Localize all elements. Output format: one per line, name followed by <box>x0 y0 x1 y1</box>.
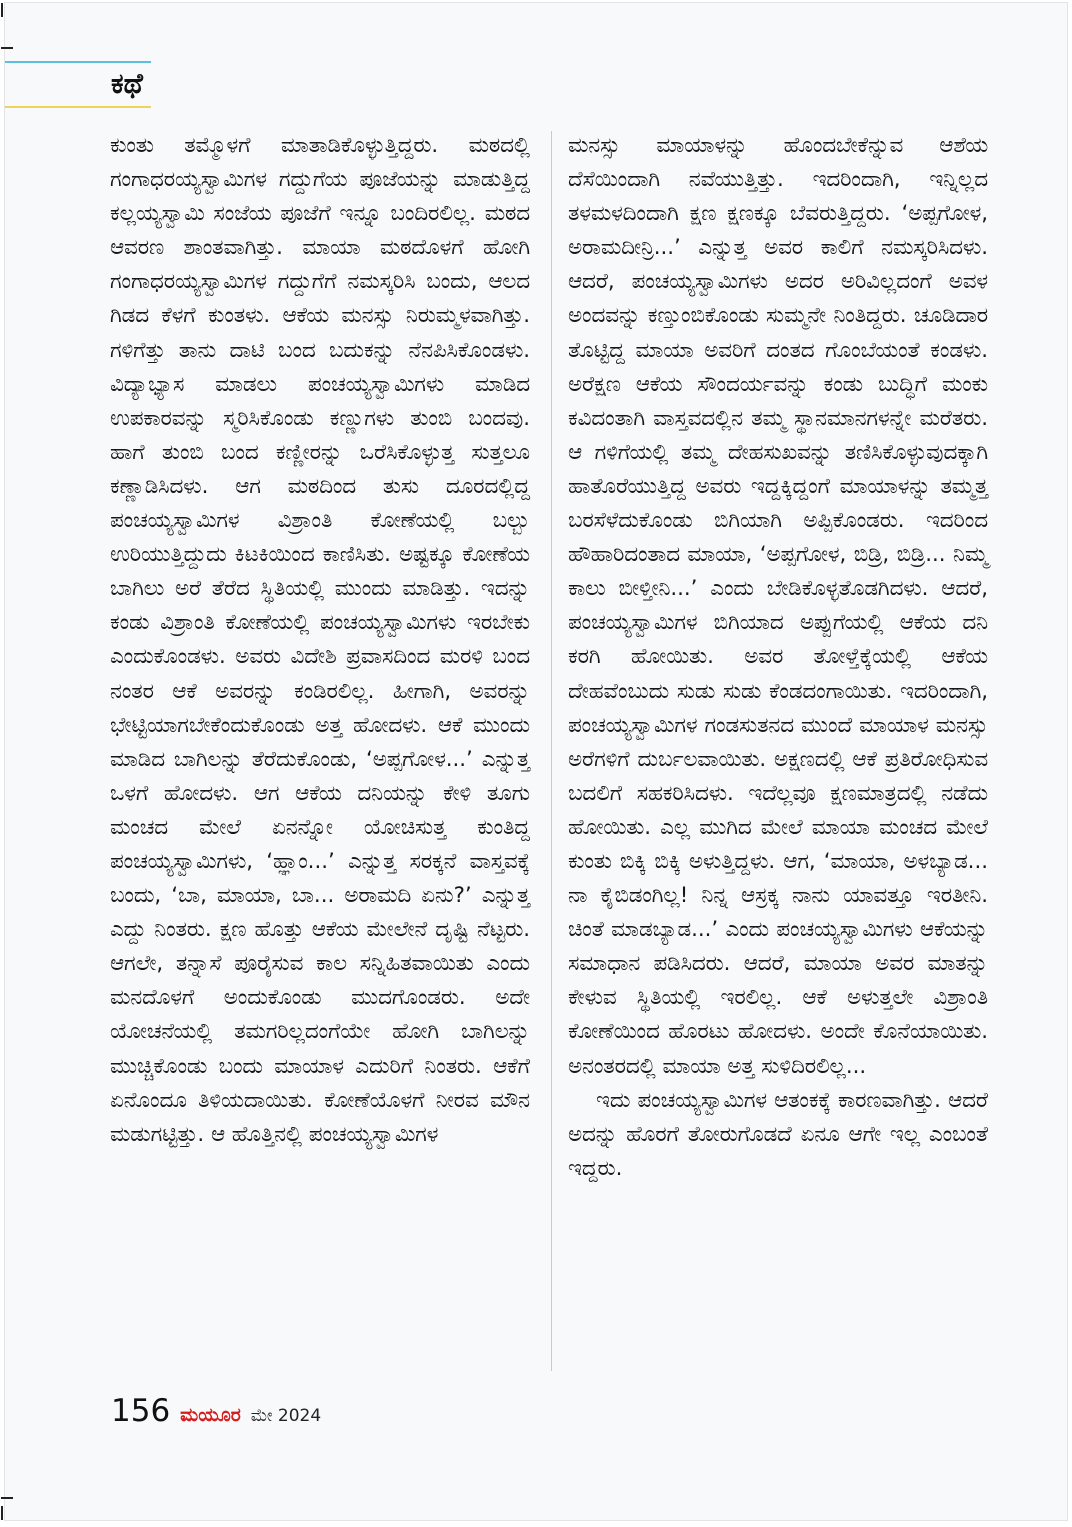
magazine-logo: ಮಯೂರ <box>180 1404 241 1426</box>
paragraph: ಮನಸ್ಸು ಮಾಯಾಳನ್ನು ಹೊಂದಬೇಕೆನ್ನುವ ಆಶೆಯ ದೆಸೆಯಿಂದಾಗಿ ನವೆಯುತ್ತಿತ್ತು. ಇದರಿಂದಾಗಿ, ಇನ್ನಿಲ್ಲದ ತಳಮಳದಿಂದಾಗಿ ಕ್ಷಣ ಕ್ಷಣಕ್ಕೂ ಬೆವರುತ್ತಿದ್ದರು. ‘ಅಪ್ಪಗೋಳ, ಅರಾಮದೀನ್ರಿ...’ ಎನ್ನುತ್ತ ಅವರ ಕಾಲಿಗೆ ನಮಸ್ಕರಿಸಿದಳು. ಆದರೆ, ಪಂಚಯ್ಯಸ್ವಾಮಿಗಳು ಅದರ ಅರಿವಿಲ್ಲದಂಗೆ ಅವಳ ಅಂದವನ್ನು ಕಣ್ತುಂಬಿಕೊಂಡು ಸುಮ್ಮನೇ ನಿಂತಿದ್ದರು. ಚೂಡಿದಾರ ತೊಟ್ಟಿದ್ದ ಮಾಯಾ ಅವರಿಗೆ ದಂತದ ಗೊಂಬೆಯಂತೆ ಕಂಡಳು. ಅರೆಕ್ಷಣ ಆಕೆಯ ಸೌಂದರ್ಯವನ್ನು ಕಂಡು ಬುದ್ಧಿಗೆ ಮಂಕು ಕವಿದಂತಾಗಿ ವಾಸ್ತವದಲ್ಲಿನ ತಮ್ಮ ಸ್ಥಾನಮಾನಗಳನ್ನೇ ಮರೆತರು. ಆ ಗಳಿಗೆಯಲ್ಲಿ ತಮ್ಮ ದೇಹಸುಖವನ್ನು ತಣಿಸಿಕೊಳ್ಳುವುದಕ್ಕಾಗಿ ಹಾತೊರೆಯುತ್ತಿದ್ದ ಅವರು ಇದ್ದಕ್ಕಿದ್ದಂಗೆ ಮಾಯಾಳನ್ನು ತಮ್ಮತ್ತ ಬರಸೆಳೆದುಕೊಂಡು ಬಿಗಿಯಾಗಿ ಅಪ್ಪಿಕೊಂಡರು. ಇದರಿಂದ ಹೌಹಾರಿದಂತಾದ ಮಾಯಾ, ‘ಅಪ್ಪಗೋಳ, ಬಿಡ್ರಿ, ಬಿಡ್ರಿ... ನಿಮ್ಮ ಕಾಲು ಬೀಳ್ತೀನಿ...’ ಎಂದು ಬೇಡಿಕೊಳ್ಳತೊಡಗಿದಳು. ಆದರೆ, ಪಂಚಯ್ಯಸ್ವಾಮಿಗಳ ಬಿಗಿಯಾದ ಅಪ್ಪುಗೆಯಲ್ಲಿ ಆಕೆಯ ದನಿ ಕರಗಿ ಹೋಯಿತು. ಅವರ ತೋಳ್ತೆಕ್ಕೆಯಲ್ಲಿ ಆಕೆಯ ದೇಹವೆಂಬುದು ಸುಡು ಸುಡು ಕೆಂಡದಂಗಾಯಿತು. ಇದರಿಂದಾಗಿ, ಪಂಚಯ್ಯಸ್ವಾಮಿಗಳ ಗಂಡಸುತನದ ಮುಂದೆ ಮಾಯಾಳ ಮನಸ್ಸು ಅರೆಗಳಿಗೆ ದುರ್ಬಲವಾಯಿತು. ಅಕ್ಷಣದಲ್ಲಿ ಆಕೆ ಪ್ರತಿರೋಧಿಸುವ ಬದಲಿಗೆ ಸಹಕರಿಸಿದಳು. ಇದೆಲ್ಲವೂ ಕ್ಷಣಮಾತ್ರದಲ್ಲಿ ನಡೆದು ಹೋಯಿತು. ಎಲ್ಲ ಮುಗಿದ ಮೇಲೆ ಮಾಯಾ ಮಂಚದ ಮೇಲೆ ಕುಂತು ಬಿಕ್ಕಿ ಬಿಕ್ಕಿ ಅಳುತ್ತಿದ್ದಳು. ಆಗ, ‘ಮಾಯಾ, ಅಳಬ್ಯಾಡ... ನಾ ಕೈಬಿಡಂಗಿಲ್ಲ! ನಿನ್ನ ಆಸ್ರಕ್ಕ ನಾನು ಯಾವತ್ತೂ ಇರತೀನಿ. ಚಿಂತೆ ಮಾಡಬ್ಯಾಡ...’ ಎಂದು ಪಂಚಯ್ಯಸ್ವಾಮಿಗಳು ಆಕೆಯನ್ನು ಸಮಾಧಾನ ಪಡಿಸಿದರು. ಆದರೆ, ಮಾಯಾ ಅವರ ಮಾತನ್ನು ಕೇಳುವ ಸ್ಥಿತಿಯಲ್ಲಿ ಇರಲಿಲ್ಲ. ಆಕೆ ಅಳುತ್ತಲೇ ವಿಶ್ರಾಂತಿ ಕೋಣೆಯಿಂದ ಹೊರಟು ಹೋದಳು. ಅಂದೇ ಕೊನೆಯಾಯಿತು. ಅನಂತರದಲ್ಲಿ ಮಾಯಾ ಅತ್ತ ಸುಳಿದಿರಲಿಲ್ಲ... <box>568 133 988 1079</box>
page-footer <box>111 1393 321 1429</box>
paragraph: ಇದು ಪಂಚಯ್ಯಸ್ವಾಮಿಗಳ ಆತಂಕಕ್ಕೆ ಕಾರಣವಾಗಿತ್ತು. ಆದರೆ ಅದನ್ನು ಹೊರಗೆ ತೋರುಗೊಡದೆ ಏನೂ ಆಗೇ ಇಲ್ಲ ಎಂಬಂತೆ ಇದ್ದರು. <box>568 1087 988 1181</box>
paragraph: ಕುಂತು ತಮ್ಮೊಳಗೆ ಮಾತಾಡಿಕೊಳ್ಳುತ್ತಿದ್ದರು. ಮಠದಲ್ಲಿ ಗಂಗಾಧರಯ್ಯಸ್ವಾಮಿಗಳ ಗದ್ದುಗೆಯ ಪೂಜೆಯನ್ನು ಮಾಡುತ್ತಿದ್ದ ಕಲ್ಲಯ್ಯಸ್ವಾಮಿ ಸಂಜೆಯ ಪೂಜೆಗೆ ಇನ್ನೂ ಬಂದಿರಲಿಲ್ಲ. ಮಠದ ಆವರಣ ಶಾಂತವಾಗಿತ್ತು. ಮಾಯಾ ಮಠದೊಳಗೆ ಹೋಗಿ ಗಂಗಾಧರಯ್ಯಸ್ವಾಮಿಗಳ ಗದ್ದುಗೆಗೆ ನಮಸ್ಕರಿಸಿ ಬಂದು, ಆಲದ ಗಿಡದ ಕೆಳಗೆ ಕುಂತಳು. ಆಕೆಯ ಮನಸ್ಸು ನಿರುಮ್ಮಳವಾಗಿತ್ತು. ಗಳಿಗೆತ್ತು ತಾನು ದಾಟಿ ಬಂದ ಬದುಕನ್ನು ನೆನಪಿಸಿಕೊಂಡಳು. ವಿದ್ಯಾಭ್ಯಾಸ ಮಾಡಲು ಪಂಚಯ್ಯಸ್ವಾಮಿಗಳು ಮಾಡಿದ ಉಪಕಾರವನ್ನು ಸ್ಮರಿಸಿಕೊಂಡು ಕಣ್ಣುಗಳು ತುಂಬಿ ಬಂದವು. ಹಾಗೆ ತುಂಬಿ ಬಂದ ಕಣ್ಣೀರನ್ನು ಒರೆಸಿಕೊಳ್ಳುತ್ತ ಸುತ್ತಲೂ ಕಣ್ಣಾಡಿಸಿದಳು. ಆಗ ಮಠದಿಂದ ತುಸು ದೂರದಲ್ಲಿದ್ದ ಪಂಚಯ್ಯಸ್ವಾಮಿಗಳ ವಿಶ್ರಾಂತಿ ಕೋಣೆಯಲ್ಲಿ ಬಲ್ಬು ಉರಿಯುತ್ತಿದ್ದುದು ಕಿಟಕಿಯಿಂದ ಕಾಣಿಸಿತು. ಅಷ್ಟಕ್ಕೂ ಕೋಣೆಯ ಬಾಗಿಲು ಅರೆ ತೆರೆದ ಸ್ಥಿತಿಯಲ್ಲಿ ಮುಂದು ಮಾಡಿತ್ತು. ಇದನ್ನು ಕಂಡು ವಿಶ್ರಾಂತಿ ಕೋಣೆಯಲ್ಲಿ ಪಂಚಯ್ಯಸ್ವಾಮಿಗಳು ಇರಬೇಕು ಎಂದುಕೊಂಡಳು. ಅವರು ವಿದೇಶಿ ಪ್ರವಾಸದಿಂದ ಮರಳಿ ಬಂದ ನಂತರ ಆಕೆ ಅವರನ್ನು ಕಂಡಿರಲಿಲ್ಲ. ಹೀಗಾಗಿ, ಅವರನ್ನು ಭೇಟ್ಟಿಯಾಗಬೇಕೆಂದುಕೊಂಡು ಅತ್ತ ಹೋದಳು. ಆಕೆ ಮುಂದು ಮಾಡಿದ ಬಾಗಿಲನ್ನು ತೆರೆದುಕೊಂಡು, ‘ಅಪ್ಪಗೋಳ...’ ಎನ್ನುತ್ತ ಒಳಗೆ ಹೋದಳು. ಆಗ ಆಕೆಯ ದನಿಯನ್ನು ಕೇಳಿ ತೂಗು ಮಂಚದ ಮೇಲೆ ಏನನ್ನೋ ಯೋಚಿಸುತ್ತ ಕುಂತಿದ್ದ ಪಂಚಯ್ಯಸ್ವಾಮಿಗಳು, ‘ಹ್ಞಾಂ...’ ಎನ್ನುತ್ತ ಸರಕ್ಕನೆ ವಾಸ್ತವಕ್ಕೆ ಬಂದು, ‘ಬಾ, ಮಾಯಾ, ಬಾ... ಅರಾಮದಿ ಏನು?’ ಎನ್ನುತ್ತ ಎದ್ದು ನಿಂತರು. ಕ್ಷಣ ಹೊತ್ತು ಆಕೆಯ ಮೇಲೇನೆ ದೃಷ್ಟಿ ನೆಟ್ಟರು. ಆಗಲೇ, ತನ್ನಾಸೆ ಪೂರೈಸುವ ಕಾಲ ಸನ್ನಿಹಿತವಾಯಿತು ಎಂದು ಮನದೊಳಗೆ ಅಂದುಕೊಂಡು ಮುದಗೊಂಡರು. ಅದೇ ಯೋಚನೆಯಲ್ಲಿ ತಮಗರಿಲ್ಲದಂಗೆಯೇ ಹೋಗಿ ಬಾಗಿಲನ್ನು ಮುಚ್ಚಿಕೊಂಡು ಬಂದು ಮಾಯಾಳ ಎದುರಿಗೆ ನಿಂತರು. ಆಕೆಗೆ ಏನೊಂದೂ ತಿಳಿಯದಾಯಿತು. ಕೋಣೆಯೊಳಗೆ ನೀರವ ಮೌನ ಮಡುಗಟ್ಟಿತ್ತು. ಆ ಹೊತ್ತಿನಲ್ಲಿ ಪಂಚಯ್ಯಸ್ವಾಮಿಗಳ <box>110 133 530 1147</box>
section-heading: ಕಥೆ <box>111 67 143 100</box>
crop-mark-bottom-left <box>1 1506 3 1520</box>
section-rule-top <box>5 61 151 63</box>
text-column-left <box>110 129 530 1152</box>
issue-date: ಮೇ 2024 <box>250 1406 322 1426</box>
column-divider <box>551 131 552 1371</box>
magazine-page <box>4 2 1068 1521</box>
text-column-right <box>568 129 988 1186</box>
crop-mark-left-lower <box>1 1497 13 1499</box>
crop-mark-top-left <box>1 3 3 17</box>
page-number: 156 <box>111 1393 171 1429</box>
section-rule-bottom <box>5 106 151 108</box>
crop-mark-left-upper <box>1 47 13 49</box>
